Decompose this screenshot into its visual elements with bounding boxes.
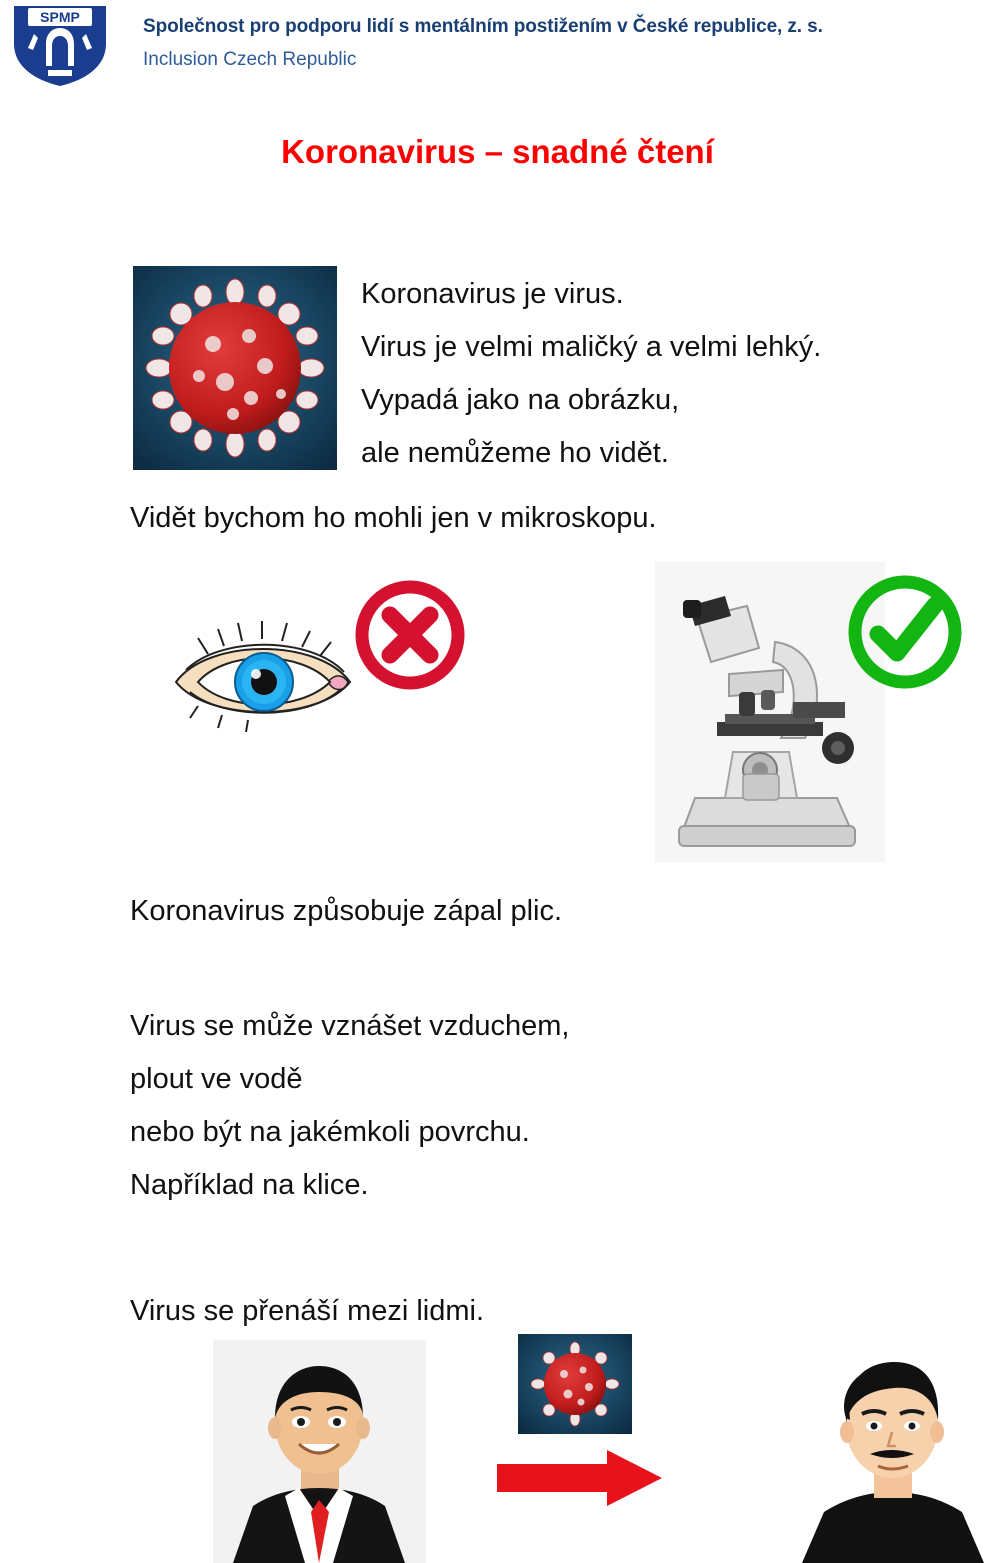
red-arrow-icon — [497, 1448, 662, 1508]
intro-line-4: ale nemůžeme ho vidět. — [361, 437, 669, 469]
spread-line-2: plout ve vodě — [130, 1063, 303, 1095]
eye-icon — [168, 610, 358, 740]
green-check-icon — [845, 572, 965, 692]
intro-line-3: Vypadá jako na obrázku, — [361, 384, 680, 416]
spmp-logo — [8, 4, 112, 88]
coronavirus-image — [133, 266, 337, 470]
coronavirus-image-small — [518, 1334, 632, 1434]
organization-name-czech: Společnost pro podporu lidí s mentálním postižením v České republice, z. s. — [143, 16, 823, 37]
red-cross-icon — [355, 580, 465, 690]
document-header — [0, 0, 995, 95]
paragraph-transmission: Virus se přenáší mezi lidmi. — [130, 1295, 485, 1327]
intro-line-2: Virus je velmi maličký a velmi lehký. — [361, 331, 822, 363]
person-right-image — [790, 1340, 995, 1563]
paragraph-pneumonia: Koronavirus způsobuje zápal plic. — [130, 895, 563, 927]
spread-line-3: nebo být na jakémkoli povrchu. — [130, 1116, 530, 1148]
spread-line-1: Virus se může vznášet vzduchem, — [130, 1010, 570, 1042]
paragraph-spread — [130, 1000, 570, 1212]
paragraph-intro — [361, 268, 821, 480]
person-left-image — [213, 1340, 426, 1563]
spread-line-4: Například na klice. — [130, 1169, 369, 1201]
paragraph-microscope-line: Vidět bychom ho mohli jen v mikroskopu. — [130, 502, 657, 534]
spmp-logo-text: SPMP — [40, 9, 80, 25]
intro-line-1: Koronavirus je virus. — [361, 278, 624, 310]
organization-name-english: Inclusion Czech Republic — [143, 49, 357, 70]
page-title: Koronavirus – snadné čtení — [281, 133, 714, 170]
